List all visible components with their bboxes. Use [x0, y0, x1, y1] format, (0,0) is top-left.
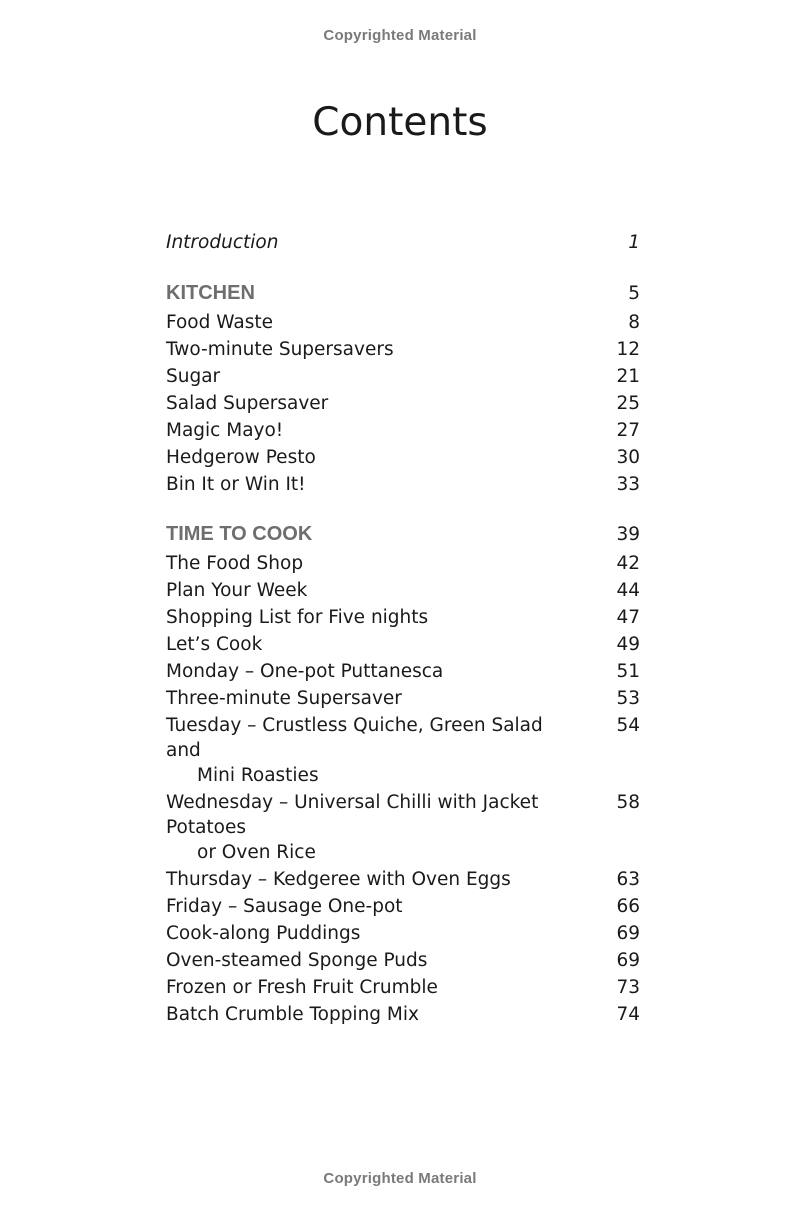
- table-of-contents: [166, 230, 640, 1051]
- copyright-watermark-top: Copyrighted Material: [323, 27, 477, 44]
- toc-entry[interactable]: [166, 337, 640, 362]
- toc-entry-page: 44: [616, 580, 640, 601]
- toc-entry-page: 63: [616, 869, 640, 890]
- toc-entry-title: [166, 713, 600, 788]
- toc-entry[interactable]: [166, 1002, 640, 1027]
- toc-entry-title: Introduction: [166, 232, 279, 253]
- toc-entry[interactable]: [166, 310, 640, 335]
- toc-entry[interactable]: [166, 632, 640, 657]
- toc-entry-title: Plan Your Week: [166, 580, 308, 601]
- toc-entry-page: 53: [616, 688, 640, 709]
- toc-entry-page: 51: [616, 661, 640, 682]
- toc-entry-title: Magic Mayo!: [166, 420, 284, 441]
- toc-entry-page: 1: [628, 232, 640, 253]
- toc-entry-page: 27: [616, 420, 640, 441]
- toc-entry[interactable]: [166, 605, 640, 630]
- toc-entry[interactable]: [166, 418, 640, 443]
- toc-entry-title: Two-minute Supersavers: [166, 339, 394, 360]
- toc-entry-page: 8: [628, 312, 640, 333]
- toc-entry-page: 54: [616, 715, 640, 736]
- toc-entry[interactable]: [166, 391, 640, 416]
- toc-entry[interactable]: [166, 659, 640, 684]
- toc-entry-page: 47: [616, 607, 640, 628]
- section-heading-kitchen[interactable]: [166, 280, 640, 307]
- toc-entry-title: Cook-along Puddings: [166, 923, 361, 944]
- toc-entry-page: 74: [616, 1004, 640, 1025]
- toc-entry-title: [166, 790, 600, 865]
- toc-entry-title-line2: Mini Roasties: [197, 765, 319, 786]
- toc-entry-title: Let’s Cook: [166, 634, 263, 655]
- toc-entry-page: 69: [616, 950, 640, 971]
- toc-entry-page: 73: [616, 977, 640, 998]
- toc-entry-title: Bin It or Win It!: [166, 474, 306, 495]
- section-heading-page: 39: [616, 524, 640, 545]
- section-heading-page: 5: [628, 283, 640, 304]
- toc-entry-title: Salad Supersaver: [166, 393, 329, 414]
- toc-entry-title-line1: Wednesday – Universal Chilli with Jacket Potatoes: [166, 792, 539, 838]
- toc-entry[interactable]: [166, 790, 640, 865]
- toc-section-kitchen: [166, 280, 640, 497]
- toc-entry[interactable]: [166, 894, 640, 919]
- toc-entry[interactable]: [166, 921, 640, 946]
- toc-entry-page: 30: [616, 447, 640, 468]
- page-title: Contents: [312, 100, 488, 145]
- toc-entry-page: 42: [616, 553, 640, 574]
- toc-entry-page: 58: [616, 792, 640, 813]
- toc-entry-title: Hedgerow Pesto: [166, 447, 316, 468]
- toc-entry-title: Oven-steamed Sponge Puds: [166, 950, 428, 971]
- toc-entry-title-line1: Tuesday – Crustless Quiche, Green Salad and: [166, 715, 543, 761]
- toc-entry-title: Batch Crumble Topping Mix: [166, 1004, 419, 1025]
- toc-entry-title: Thursday – Kedgeree with Oven Eggs: [166, 869, 511, 890]
- toc-entry-title: Shopping List for Five nights: [166, 607, 429, 628]
- toc-entry[interactable]: [166, 867, 640, 892]
- toc-entry-title-line2: or Oven Rice: [197, 842, 316, 863]
- toc-entry-introduction[interactable]: [166, 230, 640, 255]
- toc-entry[interactable]: [166, 445, 640, 470]
- toc-entry-page: 12: [616, 339, 640, 360]
- toc-entry[interactable]: [166, 578, 640, 603]
- toc-entry[interactable]: [166, 364, 640, 389]
- toc-entry-title: Sugar: [166, 366, 221, 387]
- toc-entry-title: The Food Shop: [166, 553, 304, 574]
- toc-entry-title: Food Waste: [166, 312, 273, 333]
- section-heading-time-to-cook[interactable]: [166, 521, 640, 548]
- toc-entry[interactable]: [166, 472, 640, 497]
- section-heading-title: TIME TO COOK: [166, 523, 313, 545]
- toc-entry-page: 25: [616, 393, 640, 414]
- toc-entry[interactable]: [166, 948, 640, 973]
- toc-entry-title: Friday – Sausage One-pot: [166, 896, 403, 917]
- toc-entry[interactable]: [166, 975, 640, 1000]
- copyright-watermark-bottom: Copyrighted Material: [323, 1170, 477, 1187]
- toc-entry[interactable]: [166, 713, 640, 788]
- toc-entry-page: 69: [616, 923, 640, 944]
- toc-entry-page: 49: [616, 634, 640, 655]
- toc-entry-page: 33: [616, 474, 640, 495]
- toc-entry[interactable]: [166, 551, 640, 576]
- toc-entry-page: 21: [616, 366, 640, 387]
- section-heading-title: KITCHEN: [166, 282, 255, 304]
- toc-entry-title: Monday – One-pot Puttanesca: [166, 661, 444, 682]
- toc-entry[interactable]: [166, 686, 640, 711]
- toc-section-time-to-cook: [166, 521, 640, 1027]
- toc-entry-title: Frozen or Fresh Fruit Crumble: [166, 977, 438, 998]
- toc-entry-title: Three-minute Supersaver: [166, 688, 402, 709]
- toc-entry-page: 66: [616, 896, 640, 917]
